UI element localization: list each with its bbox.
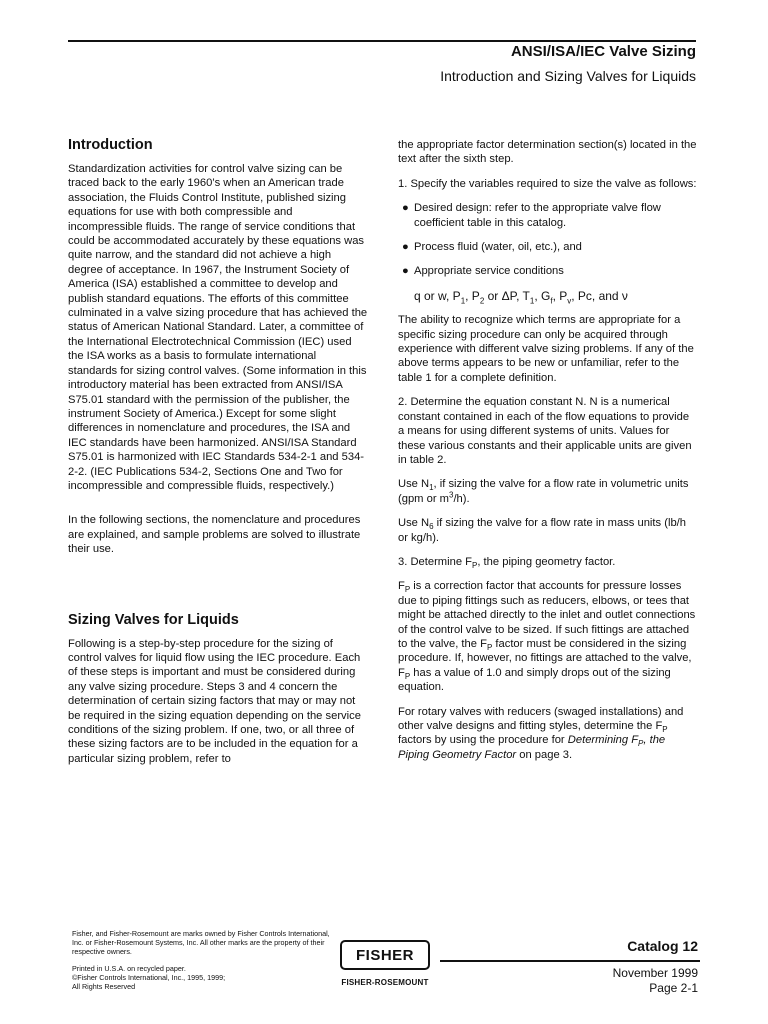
copyright-notice: ©Fisher Controls International, Inc., 1995, 1999;: [72, 973, 226, 982]
text: factor must be considered in the sizing procedure. If, however, no fittings are attached to the valve, F: [398, 637, 692, 679]
text: factors by using the procedure for: [398, 734, 568, 747]
subscript: P: [404, 585, 411, 595]
var-text: , P: [465, 288, 480, 303]
fisher-logo: [340, 940, 430, 987]
footer-rule: [440, 960, 700, 962]
rights-notice: All Rights Reserved: [72, 982, 136, 991]
subscript: 1: [460, 296, 466, 306]
list-item: [398, 240, 698, 254]
step-3: [398, 555, 698, 569]
bullet-text: Appropriate service conditions: [414, 265, 564, 278]
text: on page 3.: [516, 748, 573, 761]
text: 3. Determine F: [398, 555, 472, 568]
ability-paragraph: The ability to recognize which terms are appropriate for a specific sizing procedure can only be acquired through experience with different valve sizing problems. If any of the above terms appears to be new or unfamiliar, refer to the table 1 for a complete definition.: [398, 314, 694, 384]
variable-list: [398, 288, 698, 306]
text: is a correction factor that accounts for pressure losses due to piping fittings such as reducers, elbows, or tees that might be attached directly to the inlet and outlet connections of the control valve to be sized. If such fittings are attached to the valve, the F: [398, 580, 696, 650]
factor-section-paragraph: the appropriate factor determination section(s) located in the text after the sixth step.: [398, 139, 697, 166]
subscript: v: [567, 296, 572, 306]
text: For rotary valves with reducers (swaged installations) and other valve designs and fitting styles, determine the F: [398, 705, 684, 732]
footer-notes: [72, 929, 332, 991]
subscript: P: [404, 672, 411, 682]
subscript: P: [486, 643, 493, 653]
document-title: ANSI/ISA/IEC Valve Sizing: [510, 43, 696, 60]
introduction-heading: Introduction: [68, 137, 153, 153]
fisher-rosemount-wordmark: FISHER-ROSEMOUNT: [341, 978, 429, 987]
italic-text: , the Piping Geometry Factor: [398, 734, 666, 761]
text: Use N: [398, 478, 430, 491]
var-text: , Pc, and ν: [571, 288, 628, 303]
subscript: P: [638, 739, 644, 749]
text: Use N: [398, 517, 430, 530]
sizing-paragraph-1: Following is a step-by-step procedure for the sizing of control valves for liquid flow using the IEC procedure. Each of these steps is important and must be considered during any valve sizing procedure. Steps 3 and 4 concern the determination of certain sizing factors that may or may not be required in the sizing equation depending on the service conditions of the sizing problem. If one, two, or all three of these sizing factors are to be included in the equation for a particular sizing problem, refer to: [68, 637, 361, 765]
document-subtitle: Introduction and Sizing Valves for Liquids: [440, 68, 696, 84]
fp-paragraph: [398, 579, 698, 694]
text: , if sizing the valve for a flow rate in volumetric units (gpm or m: [398, 478, 689, 505]
subscript: P: [472, 561, 478, 571]
header-rule: [68, 40, 696, 42]
introduction-paragraph-2: In the following sections, the nomenclature and procedures are explained, and sample problems are solved to illustrate their use.: [68, 514, 361, 556]
page-number: Page 2-1: [649, 981, 698, 995]
subscript: 1: [429, 483, 434, 493]
publication-date: November 1999: [612, 966, 698, 980]
introduction-paragraph-1: Standardization activities for control valve sizing can be traced back to the early 1960’s when an American trade association, the Fluids Control Institute, published sizing equations for use with both compressible and incompressible fluids. The range of service conditions that could be accommodated accurately by these equations was quite narrow, and the standard did not achieve a high degree of acceptance. In 1967, the Instrument Society of America (ISA) established a committee to develop and publish standard equations. The efforts of this committee culminated in a valve sizing procedure that has achieved the status of American National Standard. Later, a committee of the International Electrotechnical Commission (IEC) used the ISA works as a basis to formulate international standards for sizing control valves. (Some information in this introductory material has been extracted from ANSI/ISA S75.01 standard with the permission of the publisher, the instrument Society of America.) Except for some slight differences in nomenclature and procedures, the ISA and IEC standards have been harmonized. ANSI/ISA Standard S75.01 is harmonized with IEC Standards 534-2-1 and 534-2-2. (IEC Publications 534-2, Sections One and Two for incompressible and compressible fluids, respectively.): [68, 163, 368, 492]
var-text: , P: [552, 288, 568, 303]
fisher-logo-box: FISHER: [340, 940, 430, 970]
subscript: f: [550, 296, 553, 306]
catalog-label: Catalog 12: [627, 938, 698, 954]
right-column: [398, 138, 698, 772]
subscript: P: [662, 725, 668, 735]
left-column: [68, 136, 368, 776]
bullet-text: Process fluid (water, oil, etc.), and: [414, 241, 582, 254]
text: /h).: [453, 492, 470, 505]
var-text: , G: [534, 288, 551, 303]
bullet-icon: ●: [402, 265, 409, 278]
text: if sizing the valve for a flow rate in mass units (lb/h or kg/h).: [398, 517, 686, 544]
subscript: 6: [429, 522, 434, 532]
subscript: 2: [479, 296, 485, 306]
bullet-icon: ●: [402, 241, 409, 254]
list-item: [398, 264, 698, 278]
text: F: [398, 580, 405, 593]
var-text: or ΔP, T: [484, 288, 530, 303]
list-item: [398, 201, 698, 230]
superscript: 3: [448, 489, 454, 499]
sizing-liquids-heading: Sizing Valves for Liquids: [68, 611, 239, 628]
step-2: 2. Determine the equation constant N. N is a numerical constant contained in each of the flow equations to provide a means for using different systems of units. Values for these various constants and their applicable units are given in table 2.: [398, 396, 692, 466]
text: , the piping geometry factor.: [477, 555, 616, 568]
subscript: 1: [529, 296, 535, 306]
step-1: 1. Specify the variables required to size the valve as follows:: [398, 177, 697, 190]
bullet-text: Desired design: refer to the appropriate valve flow coefficient table in this catalog.: [414, 202, 661, 229]
text: has a value of 1.0 and simply drops out of the sizing equation.: [398, 666, 671, 694]
n6-paragraph: [398, 516, 698, 545]
bullet-icon: ●: [402, 202, 409, 215]
rotary-paragraph: [398, 705, 698, 763]
n1-paragraph: [398, 477, 698, 506]
var-text: q or w, P: [414, 288, 461, 303]
printed-notice: Printed in U.S.A. on recycled paper.: [72, 964, 186, 973]
italic-text: Determining F: [567, 734, 639, 747]
trademark-notice: Fisher, and Fisher-Rosemount are marks owned by Fisher Controls International, Inc. or Fisher-Rosemount Systems, Inc. All other marks are the property of their respective owners.: [72, 929, 330, 956]
